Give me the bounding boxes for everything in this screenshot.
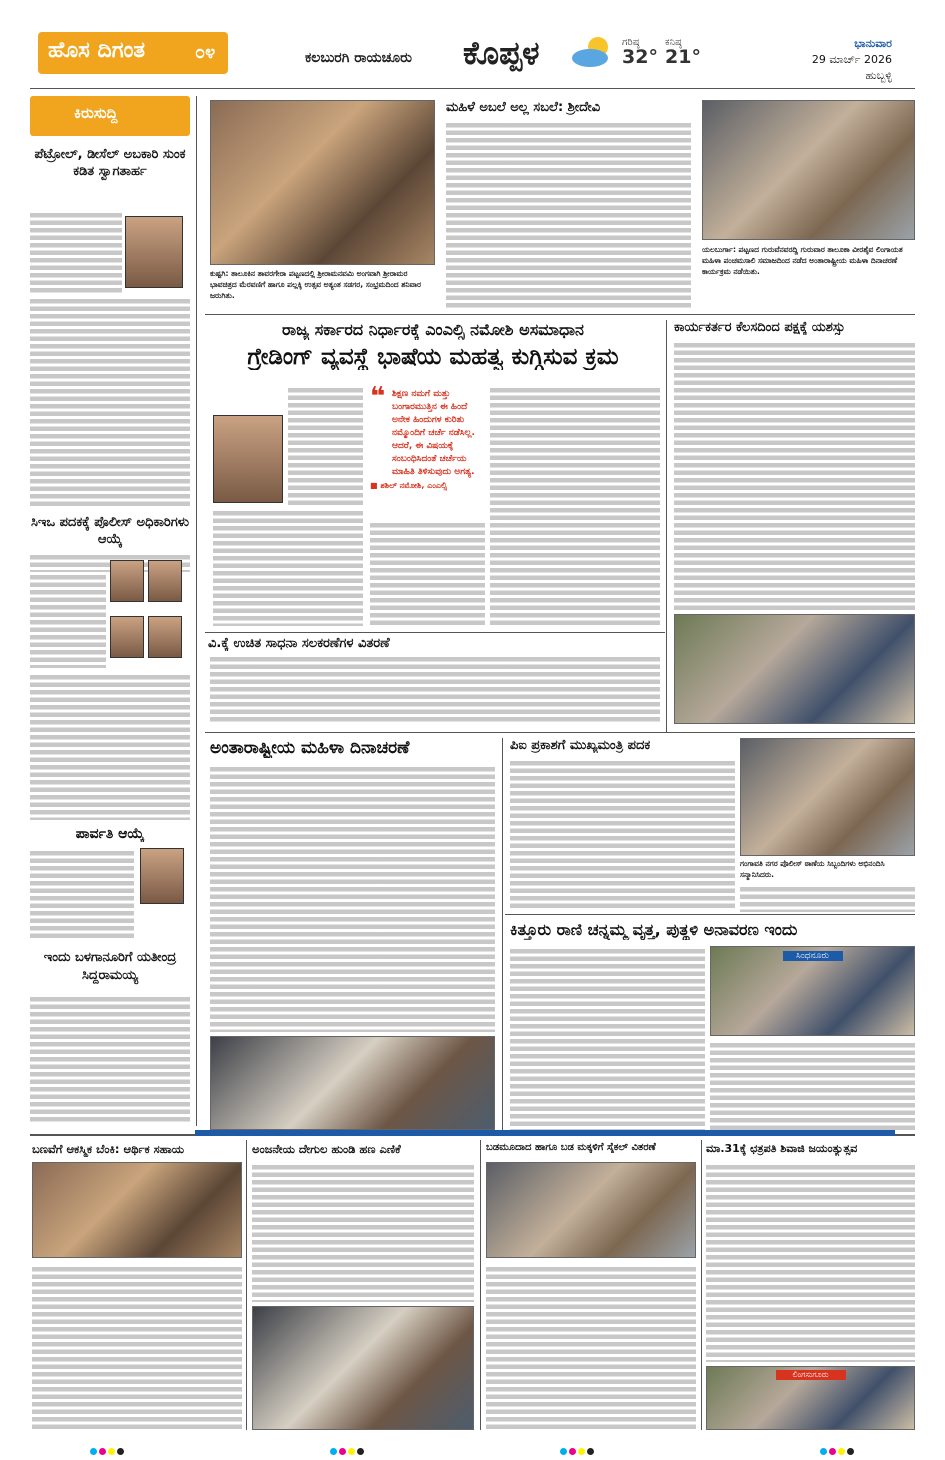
headline-equipment: ವಿ.ಕ್ಕೆ ಉಚಿತ ಸಾಧನಾ ಸಲಕರಣೆಗಳ ವಿತರಣೆ [208,636,390,651]
fire-aid-photo [32,1162,242,1258]
weekday: ಭಾನುವಾರ [854,37,892,50]
parvati-photo [140,848,184,904]
event-banner: ಸಿಂಧನೂರು [783,951,843,961]
kirusuddi-label: ಕಿರುಸುದ್ದಿ [30,96,190,136]
officer-photo [148,560,182,602]
story-text [288,385,363,505]
ramanavami-photo [210,100,435,265]
story-text [30,296,190,506]
max-temp-block [622,36,658,68]
headline-yatindra: ಇಂದು ಬಳಗಾನೂರಿಗೆ ಯತೀಂದ್ರ ಸಿದ್ದರಾಮಯ್ಯ [43,950,177,983]
mlc-photo [213,415,283,503]
caption-ramanavami: ಕುಷ್ಟಗಿ: ತಾಲೂಕಿನ ತಾವರಗೇರಾ ಪಟ್ಟಣದಲ್ಲಿ ಶ್ರೀರಾಮನವಮಿ ಅಂಗವಾಗಿ ಶ್ರೀರಾಮರ ಭಾವಚಿತ್ರದ ಮೆರವಣಿಗೆ ಹಾಗೂ ಪಲ್ಲಕ್ಕಿ ಉತ್ಸವ ಅತ್ಯಂತ ಸಡಗರ, ಸಂಭ್ರಮದಿಂದ ಶನಿವಾರ ಜರುಗಿತು. [210,269,421,300]
date: 29 ಮಾರ್ಚ್ 2026 [811,53,892,66]
column-rule [196,96,197,1126]
page-number: ೦೪ [195,42,216,63]
headline-kittur: ಕಿತ್ತೂರು ರಾಣಿ ಚನ್ನಮ್ಮ ವೃತ್ತ, ಪುತ್ಥಳಿ ಅನಾವರಣ ಇಂದು [510,920,798,939]
story-text [510,946,705,1130]
story-text [213,508,363,626]
headline-cycle: ಬಡಮೂದಾದ ಹಾಗೂ ಬಡ ಮಕ್ಕಳಿಗೆ ಸೈಕಲ್ ವಿತರಣೆ [486,1142,656,1153]
headline-petrol: ಪೆಟ್ರೋಲ್, ಡೀಸೆಲ್ ಅಬಕಾರಿ ಸುಂಕ ಕಡಿತ ಸ್ವಾಗತಾರ್ಹ [34,147,186,179]
event-banner: ಲಿಂಗಸುಗೂರು [776,1370,846,1380]
header-rule [30,88,915,89]
kirusuddi-column [30,96,190,1126]
lead-headline: ಗ್ರೇಡಿಂಗ್ ವ್ಯವಸ್ಥೆ ಭಾಷೆಯ ಮಹತ್ವ ಕುಗ್ಗಿಸುವ ಕ್ರಮ [247,344,619,370]
color-registration-marks [560,1440,596,1459]
story-text [370,520,485,628]
headline-hundi: ಅಂಜನೇಯ ದೇಗುಲ ಹುಂಡಿ ಹಣ ಎಣಿಕೆ [252,1142,401,1156]
officer-photo [110,616,144,658]
column-rule [701,1140,702,1430]
lead-kicker: ರಾಜ್ಯ ಸರ್ಕಾರದ ನಿರ್ಧಾರಕ್ಕೆ ಎಂಎಲ್ಸಿ ನಮೋಶಿ ಅಸಮಾಧಾನ [282,320,584,339]
section-rule [205,314,915,315]
column-rule [502,738,503,1130]
shivaji-photo [706,1366,915,1430]
headline-parvati: ಪಾರ್ವತಿ ಆಯ್ಕೆ [75,826,145,842]
headline-pi-award: ಪಿಐ ಪ್ರಕಾಶಗೆ ಮುಖ್ಯಮಂತ್ರಿ ಪದಕ [510,738,651,753]
column-rule [246,1140,247,1430]
blue-band [195,1130,895,1136]
officer-photo [148,616,182,658]
officer-photo [110,560,144,602]
party-photo [674,614,915,724]
story-text [30,672,190,820]
headline-shivaji: ಮಾ.31ಕ್ಕೆ ಛತ್ರಪತಿ ಶಿವಾಜಿ ಜಯಂತ್ಯುತ್ಸವ [706,1142,858,1155]
column-rule [666,320,667,732]
story-text [252,1162,474,1302]
quote-byline: ■ ಶಶಿಲ್ ನಮೋಶಿ, ಎಂಎಲ್ಸಿ [370,479,480,492]
story-text [490,385,660,628]
hundi-photo [252,1306,474,1430]
region-cities: ಕಲಬುರಗಿ ರಾಯಚೂರು [305,50,412,66]
police-photo [740,738,915,856]
headline-fire: ಬಣವೆಗೆ ಆಕಸ್ಮಿಕ ಬೆಂಕಿ: ಆರ್ಥಿಕ ಸಹಾಯ [32,1142,185,1156]
caption-police: ಗಂಗಾವತಿ ನಗರ ಪೊಲೀಸ್ ಠಾಣೆಯ ಸಿಬ್ಬಂದಿಗಳು ಅಭಿನಂದಿಸಿ ಸನ್ಮಾನಿಸಿದರು. [740,859,885,879]
pull-quote [370,382,480,516]
min-temp-block [665,36,701,68]
womens-day-photo [210,1036,495,1130]
headline-police: ಸಿಇಒ ಪದಕಕ್ಕೆ ಪೊಲೀಸ್ ಅಧಿಕಾರಿಗಳು ಆಯ್ಕೆ [30,515,189,547]
story-text [210,764,495,1032]
story-text [486,1264,696,1429]
story-text [30,994,190,1124]
edition-place: ಹುಬ್ಬಳ್ಳಿ [865,69,892,82]
section-rule [505,914,915,915]
caption-yalaburga: ಯಲಬುರ್ಗಾ: ಪಟ್ಟಣದ ಗುರುವೆನವರದ್ದಿ ಗುರುವಾರ ತಾಲೂಕಾ ವೀರಶೈವ ಲಿಂಗಾಯತ ಮಹಿಳಾ ಪಂಚಮಸಾಲಿ ಸಮಾಜದಿಂದ ನಡೆದ ಅಂತಾರಾಷ್ಟ್ರೀಯ ಮಹಿಳಾ ದಿನಾಚರಣೆ ಕಾರ್ಯಕ್ರಮ ನಡೆಯಿತು. [702,245,903,276]
story-text [706,1162,915,1362]
column-rule [480,1140,481,1430]
quote-mark-icon: ❝ [370,382,386,412]
story-text [30,572,106,668]
story-text [210,654,660,724]
section-rule [205,632,665,633]
color-registration-marks [330,1440,366,1459]
min-temp: 21° [665,46,701,68]
color-registration-marks [820,1440,856,1459]
story-text [710,1040,915,1130]
story-text [446,120,691,310]
story-text [510,758,735,908]
page-city: ಕೊಪ್ಪಳ [463,34,540,72]
story-text [30,210,122,294]
story-text [674,340,915,610]
cycle-photo [486,1162,696,1258]
story-text [30,848,134,938]
headline-karyakarta: ಕಾರ್ಯಕರ್ತರ ಕೆಲಸದಿಂದ ಪಕ್ಷಕ್ಕೆ ಯಶಸ್ಸು [674,320,846,335]
max-label: ಗರಿಷ್ಠ [622,37,640,48]
color-registration-marks [90,1440,126,1459]
story-text [32,1264,242,1429]
portrait-photo [125,216,183,288]
paper-title: ಹೊಸ ದಿಗಂತ [48,38,146,63]
quote-text: ಶಿಕ್ಷಣ ನಮಗೆ ಮತ್ತು ಬಂಗಾರಮುತ್ತಿನ ಈ ಹಿಂದೆ ಅನೇಕ ಹಿಂದುಗಳ ಕುರಿತು ನಮ್ಮೊಂದಿಗೆ ಚರ್ಚೆ ನಡೆಸಿಲ್ಲ. ಆದರೆ, ಈ ವಿಷಯಕ್ಕೆ ಸಂಬಂಧಿಸಿದಂತೆ ಚರ್ಚೆಯ ಮಾಹಿತಿ ತಿಳಿಸುವುದು ಅಗತ್ಯ. [392,389,475,477]
story-text [740,884,915,912]
section-rule [205,732,915,733]
headline-womens-day: ಅಂತಾರಾಷ್ಟ್ರೀಯ ಮಹಿಳಾ ದಿನಾಚರಣೆ [210,738,410,758]
weather-icon [568,34,616,70]
womens-photo [702,100,915,240]
min-label: ಕನಿಷ್ಠ [665,37,682,48]
max-temp: 32° [622,46,658,68]
headline-mahile: ಮಹಿಳೆ ಅಬಲೆ ಅಲ್ಲ ಸಬಲೆ: ಶ್ರೀದೇವಿ [446,100,601,115]
date-block [782,36,892,84]
kittur-photo [710,946,915,1036]
